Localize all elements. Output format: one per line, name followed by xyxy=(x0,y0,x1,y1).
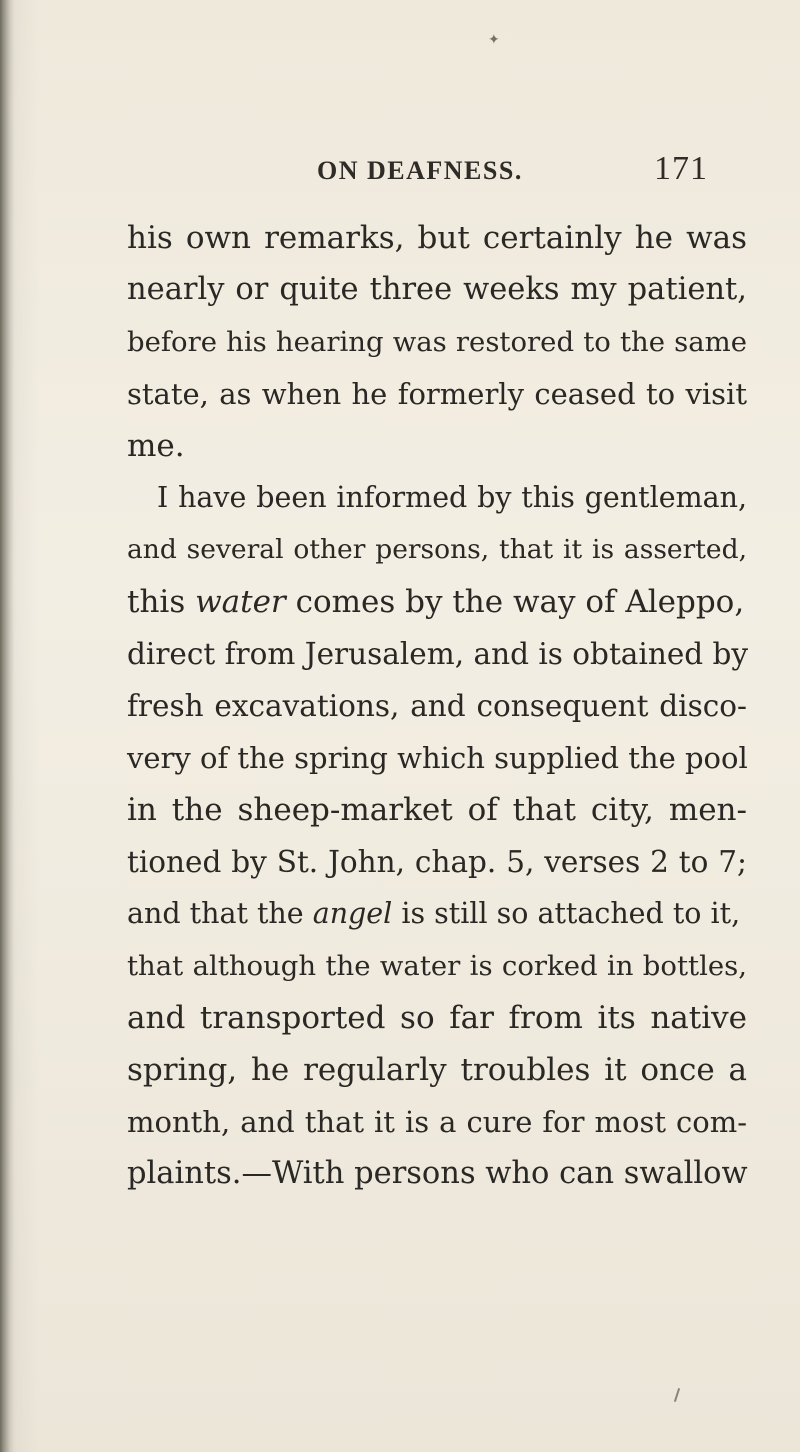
text-line xyxy=(127,888,747,940)
italic-word: water xyxy=(195,584,286,620)
text-line: that although the water is corked in bottles, xyxy=(127,950,747,982)
text-line: his own remarks, but certainly he was xyxy=(127,220,747,256)
text-line: me. xyxy=(127,428,185,464)
page-number: 171 xyxy=(654,150,708,187)
text-span: this xyxy=(127,584,186,620)
text-line: plaints.—With persons who can swallow xyxy=(127,1156,748,1191)
paragraph-first-line: I have been informed by this gentleman, xyxy=(157,481,747,514)
text-span: and that the xyxy=(127,897,304,930)
text-span: comes by the way of Aleppo, xyxy=(295,584,745,620)
text-line: fresh excavations, and consequent disco- xyxy=(127,689,747,723)
text-line: month, and that it is a cure for most com- xyxy=(127,1105,747,1139)
text-line: state, as when he formerly ceased to visit xyxy=(127,377,747,411)
text-line: before his hearing was restored to the same xyxy=(127,326,747,358)
text-line: nearly or quite three weeks my patient, xyxy=(127,272,747,307)
text-line: very of the spring which supplied the pool xyxy=(127,741,748,775)
text-line xyxy=(127,576,747,628)
text-line: and transported so far from its native xyxy=(127,1000,747,1036)
stray-mark xyxy=(674,1388,680,1402)
italic-word: angel xyxy=(312,897,393,930)
text-line: and several other persons, that it is asserted, xyxy=(127,534,747,565)
body-text xyxy=(127,212,747,1200)
running-head: ON DEAFNESS. xyxy=(317,156,523,185)
binding-gutter xyxy=(0,0,14,1452)
text-line: spring, he regularly troubles it once a xyxy=(127,1052,747,1088)
text-line: tioned by St. John, chap. 5, verses 2 to 7; xyxy=(127,845,747,879)
text-line: in the sheep-market of that city, men- xyxy=(127,792,747,828)
text-line: direct from Jerusalem, and is obtained by xyxy=(127,637,749,671)
page-header xyxy=(0,150,800,190)
ornament-mark: ✦ xyxy=(488,32,500,48)
text-span: is still so attached to it, xyxy=(401,897,741,930)
